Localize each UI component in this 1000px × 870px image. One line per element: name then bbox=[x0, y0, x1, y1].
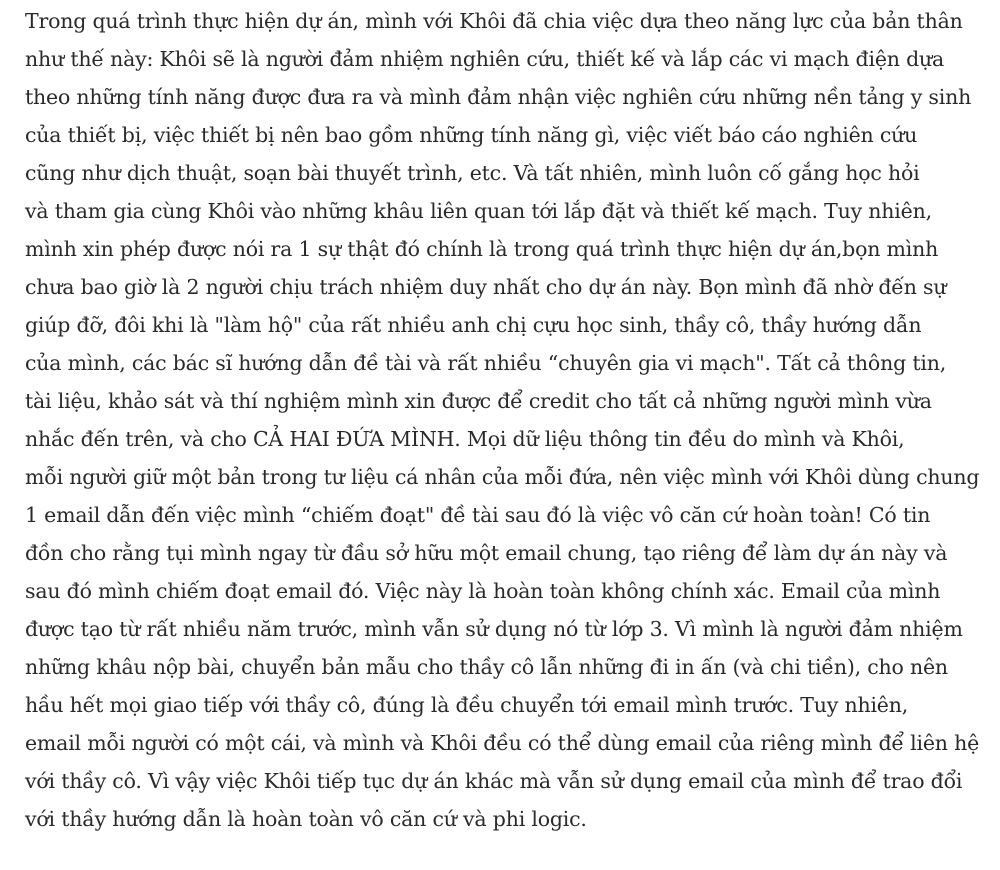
text-line: cũng như dịch thuật, soạn bài thuyết trình, etc. Và tất nhiên, mình luôn cố gắng học hỏi bbox=[25, 161, 920, 185]
text-line: được tạo từ rất nhiều năm trước, mình vẫn sử dụng nó từ lớp 3. Vì mình là người đảm nhiệm bbox=[25, 617, 963, 641]
text-line: với thầy cô. Vì vậy việc Khôi tiếp tục dự án khác mà vẫn sử dụng email của mình để trao đổi bbox=[25, 769, 963, 793]
text-line: nhắc đến trên, và cho CẢ HAI ĐỨA MÌNH. Mọi dữ liệu thông tin đều do mình và Khôi, bbox=[25, 427, 905, 451]
text-line: email mỗi người có một cái, và mình và Khôi đều có thể dùng email của riêng mình để liên hệ bbox=[25, 731, 980, 755]
text-line: của mình, các bác sĩ hướng dẫn đề tài và rất nhiều “chuyên gia vi mạch". Tất cả thông tin, bbox=[25, 351, 947, 375]
text-line: như thế này: Khôi sẽ là người đảm nhiệm nghiên cứu, thiết kế và lắp các vi mạch điện dựa bbox=[25, 47, 945, 71]
text-line: của thiết bị, việc thiết bị nên bao gồm những tính năng gì, việc viết báo cáo nghiên cứu bbox=[25, 123, 918, 147]
text-line: với thầy hướng dẫn là hoàn toàn vô căn cứ và phi logic. bbox=[25, 807, 587, 831]
text-line: đồn cho rằng tụi mình ngay từ đầu sở hữu một email chung, tạo riêng để làm dự án này và bbox=[25, 541, 948, 565]
statement-paragraph bbox=[25, 2, 982, 838]
text-line: 1 email dẫn đến việc mình “chiếm đoạt" đề tài sau đó là việc vô căn cứ hoàn toàn! Có tin bbox=[25, 503, 931, 527]
text-line: giúp đỡ, đôi khi là "làm hộ" của rất nhiều anh chị cựu học sinh, thầy cô, thầy hướng dẫn bbox=[25, 313, 922, 337]
text-line: Trong quá trình thực hiện dự án, mình với Khôi đã chia việc dựa theo năng lực của bản thân bbox=[25, 9, 963, 33]
text-line: hầu hết mọi giao tiếp với thầy cô, đúng là đều chuyển tới email mình trước. Tuy nhiên, bbox=[25, 693, 909, 717]
text-line: mỗi người giữ một bản trong tư liệu cá nhân của mỗi đứa, nên việc mình với Khôi dùng chung bbox=[25, 465, 980, 489]
text-line: theo những tính năng được đưa ra và mình đảm nhận việc nghiên cứu những nền tảng y sinh bbox=[25, 85, 972, 109]
text-line: mình xin phép được nói ra 1 sự thật đó chính là trong quá trình thực hiện dự án,bọn mình bbox=[25, 237, 939, 261]
text-line: và tham gia cùng Khôi vào những khâu liên quan tới lắp đặt và thiết kế mạch. Tuy nhiên, bbox=[25, 199, 932, 223]
text-line: tài liệu, khảo sát và thí nghiệm mình xin được để credit cho tất cả những người mình vừa bbox=[25, 389, 932, 413]
text-line: sau đó mình chiếm đoạt email đó. Việc này là hoàn toàn không chính xác. Email của mình bbox=[25, 579, 941, 603]
text-line: chưa bao giờ là 2 người chịu trách nhiệm duy nhất cho dự án này. Bọn mình đã nhờ đến sự bbox=[25, 275, 947, 299]
text-line: những khâu nộp bài, chuyển bản mẫu cho thầy cô lẫn những đi in ấn (và chi tiền), cho nên bbox=[25, 655, 948, 679]
